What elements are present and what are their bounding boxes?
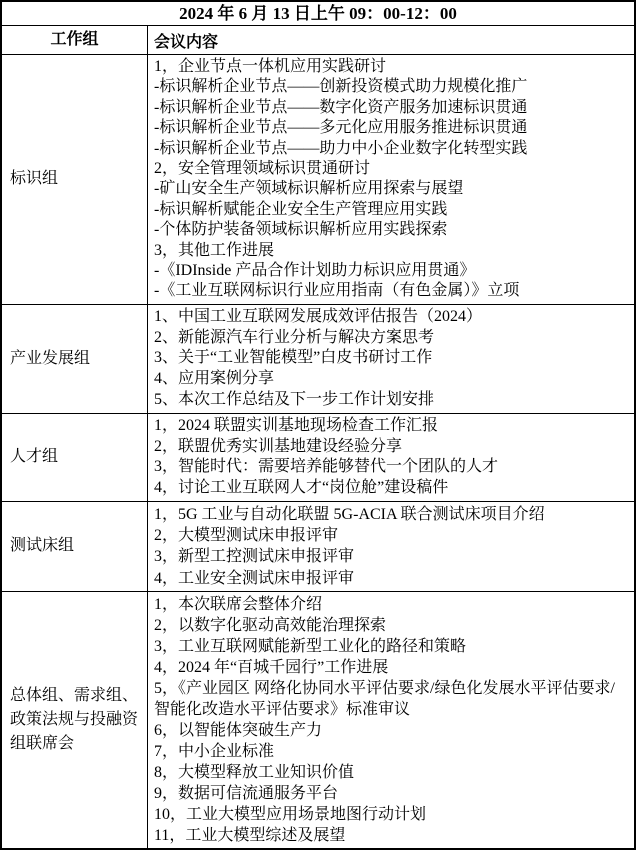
workgroup-cell (2, 502, 148, 591)
content-line: 4，讨论工业互联网人才“岗位舱”建设稿件 (154, 479, 449, 497)
content-line: 10，工业大模型应用场景地图行动计划 (154, 805, 427, 823)
content-line: 1，2024 联盟实训基地现场检查工作汇报 (154, 416, 439, 434)
content-line: 3，其他工作进展 (154, 241, 275, 259)
content-line: 7，中小企业标准 (154, 742, 275, 760)
content-line: -《IDInside 产品合作计划助力标识应用贯通》 (154, 262, 476, 280)
content-line: 1、中国工业互联网发展成效评估报告（2024） (154, 307, 483, 325)
content-line: -标识解析企业节点——创新投资模式助力规模化推广 (154, 78, 528, 96)
meeting-content-cell (148, 592, 634, 848)
table-row (2, 55, 634, 305)
content-line: 6，以智能体突破生产力 (154, 721, 323, 739)
workgroup-cell (2, 592, 148, 848)
content-line: 3、关于“工业智能模型”白皮书研讨工作 (154, 349, 433, 367)
content-line: 3，智能时代：需要培养能够替代一个团队的人才 (154, 458, 499, 476)
content-line: 1，本次联席会整体介绍 (154, 595, 323, 613)
content-line: -个体防护装备领域标识解析应用实践探索 (154, 221, 448, 239)
workgroup-label: 测试床组 (10, 537, 75, 555)
table-title: 2024 年 6 月 13 日上午 09：00-12：00 (2, 2, 634, 26)
content-line: 2、新能源汽车行业分析与解决方案思考 (154, 328, 435, 346)
content-line: 3，新型工控测试床申报评审 (154, 548, 355, 566)
content-line: 3，工业互联网赋能新型工业化的路径和策略 (154, 637, 467, 655)
workgroup-label: 产业发展组 (10, 349, 91, 367)
content-line: -《工业互联网标识行业应用指南（有色金属）》立项 (154, 282, 520, 300)
workgroup-label: 总体组、需求组、政策法规与投融资组联席会 (10, 686, 139, 752)
content-line: -矿山安全生产领域标识解析应用探索与展望 (154, 180, 464, 198)
workgroup-label: 人才组 (10, 448, 59, 466)
table-row (2, 592, 634, 848)
content-line: 5、本次工作总结及下一步工作计划安排 (154, 391, 435, 409)
content-line: 9，数据可信流通服务平台 (154, 784, 339, 802)
meeting-content-cell (148, 305, 634, 413)
workgroup-cell (2, 414, 148, 501)
column-header-meeting-content: 会议内容 (154, 33, 219, 51)
workgroup-cell (2, 305, 148, 413)
content-line: -标识解析赋能企业安全生产管理应用实践 (154, 200, 448, 218)
content-line: 1，企业节点一体机应用实践研讨 (154, 58, 387, 75)
content-line: 2，以数字化驱动高效能治理探索 (154, 616, 387, 634)
content-line: 2，大模型测试床申报评审 (154, 527, 339, 545)
meeting-content-cell (148, 502, 634, 591)
meeting-content-cell (148, 414, 634, 501)
content-line: 4，2024 年“百城千园行”工作进展 (154, 658, 389, 676)
content-line: 8，大模型释放工业知识价值 (154, 763, 355, 781)
workgroup-label: 标识组 (10, 170, 59, 188)
table-header-row (2, 26, 634, 55)
table-row (2, 305, 634, 414)
workgroup-cell (2, 55, 148, 304)
content-line: 4，工业安全测试床申报评审 (154, 569, 355, 587)
table-row (2, 502, 634, 592)
content-line: 1，5G 工业与自动化联盟 5G-ACIA 联合测试床项目介绍 (154, 506, 545, 524)
content-line: 5，《产业园区 网络化协同水平评估要求/绿色化发展水平评估要求/智能化改造水平评估要求》标准审议 (154, 679, 615, 718)
content-line: 2，安全管理领域标识贯通研讨 (154, 160, 371, 178)
content-line: 11，工业大模型综述及展望 (154, 826, 346, 844)
content-line: -标识解析企业节点——助力中小企业数字化转型实践 (154, 139, 528, 157)
table-row (2, 414, 634, 502)
content-line: 2，联盟优秀实训基地建设经验分享 (154, 437, 403, 455)
content-line: -标识解析企业节点——数字化资产服务加速标识贯通 (154, 98, 528, 116)
content-line: 4、应用案例分享 (154, 370, 275, 388)
content-line: -标识解析企业节点——多元化应用服务推进标识贯通 (154, 119, 528, 137)
meeting-content-cell (148, 55, 634, 304)
column-header-workgroup: 工作组 (2, 26, 148, 54)
table-body (2, 55, 634, 848)
